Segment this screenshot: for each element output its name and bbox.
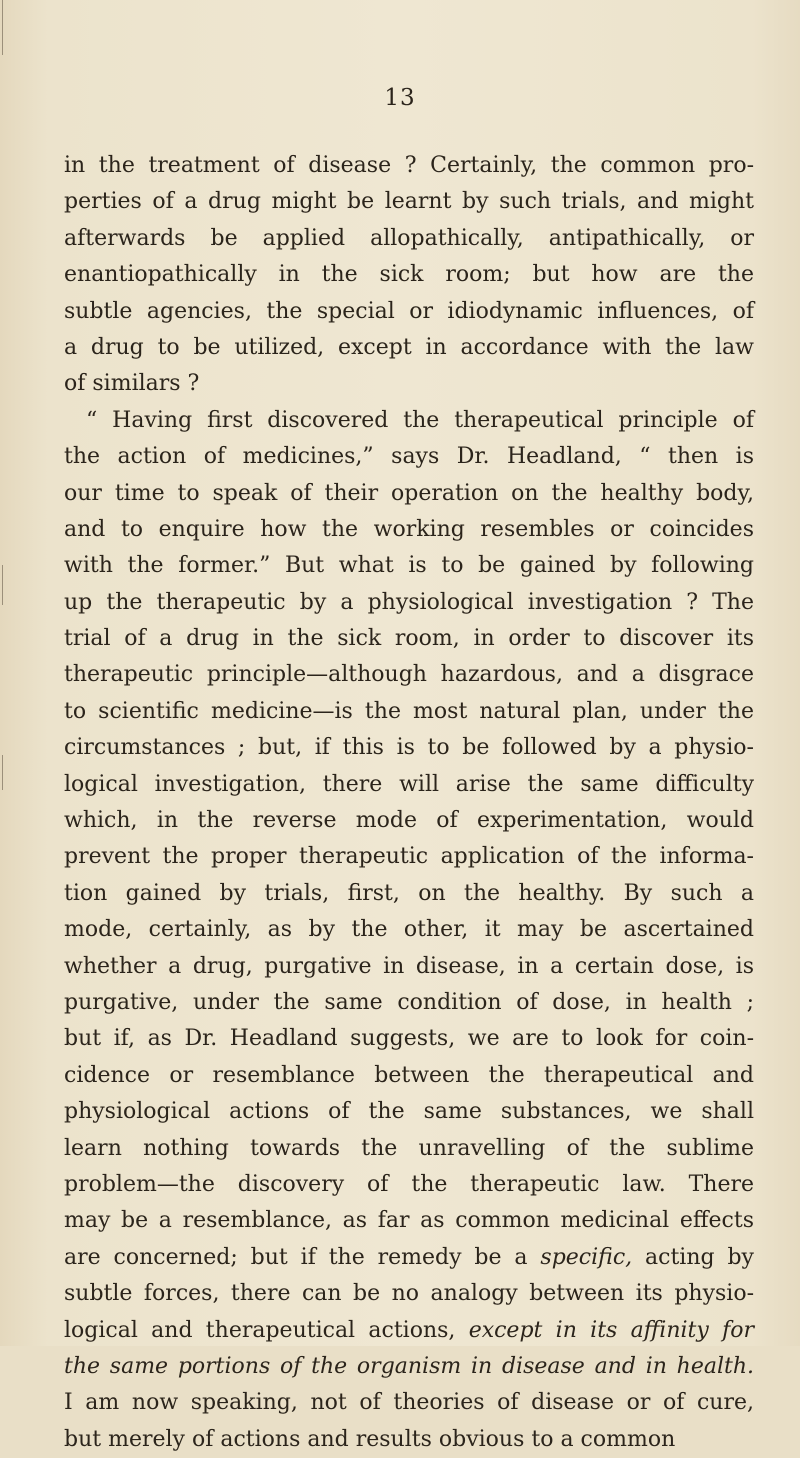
text-line: “ Having first discovered the therapeutical principle of: [86, 407, 754, 433]
text-line: perties of a drug might be learnt by such trials, and might: [64, 189, 754, 215]
text-line: in the treatment of disease ? Certainly, the common pro-: [64, 153, 754, 178]
text-segment: are concerned; but if the remedy be a: [64, 1244, 541, 1270]
text-line: the action of medicines,” says Dr. Headland, “ then is: [64, 444, 754, 470]
text-line: a drug to be utilized, except in accordance with the law: [64, 334, 754, 360]
text-line: to scientific medicine—is the most natural plan, under the: [64, 698, 754, 724]
text-line: tion gained by trials, first, on the healthy. By such a: [64, 880, 754, 906]
italic-segment: except in its affinity for: [468, 1317, 755, 1343]
page-edge-mark: [2, 0, 3, 55]
text-line: enantiopathically in the sick room; but how are the: [64, 262, 754, 288]
text-line: learn nothing towards the unravelling of the sublime: [64, 1135, 754, 1161]
text-segment: logical and therapeutical actions,: [64, 1317, 469, 1343]
text-line: trial of a drug in the sick room, in order to discover its: [64, 626, 754, 652]
text-line: I am now speaking, not of theories of disease or of cure,: [64, 1390, 754, 1416]
text-line: problem—the discovery of the therapeutic law. There: [64, 1171, 754, 1197]
text-line: but merely of actions and results obvious to a common: [64, 1426, 676, 1452]
text-line: [64, 1240, 754, 1276]
text-line: whether a drug, purgative in disease, in a certain dose, is: [64, 953, 754, 979]
text-line: subtle forces, there can be no analogy between its physio-: [64, 1281, 754, 1307]
text-line: and to enquire how the working resembles or coincides: [64, 516, 754, 542]
text-line: afterwards be applied allopathically, antipathically, or: [64, 225, 754, 251]
text-line: cidence or resemblance between the therapeutical and: [64, 1062, 754, 1088]
text-line: which, in the reverse mode of experimentation, would: [64, 808, 754, 834]
text-segment: acting by: [632, 1244, 754, 1270]
text-line: with the former.” But what is to be gained by following: [64, 553, 754, 579]
text-line: logical investigation, there will arise the same difficulty: [64, 771, 754, 797]
italic-segment: the same portions of the organism in disease and in health.: [64, 1353, 754, 1379]
text-line: mode, certainly, as by the other, it may be ascertained: [64, 917, 754, 943]
text-line: [64, 1313, 754, 1349]
page-edge-mark: [2, 755, 3, 790]
italic-segment: specific,: [540, 1244, 633, 1270]
page-edge-mark: [2, 565, 3, 605]
body-text: [64, 148, 754, 1458]
text-line: of similars ?: [64, 371, 200, 397]
text-line: up the therapeutic by a physiological investigation ? The: [64, 589, 754, 615]
text-line: therapeutic principle—although hazardous, and a disgrace: [64, 662, 754, 688]
page-number: 13: [384, 85, 416, 111]
text-line: [64, 1349, 754, 1385]
text-line: circumstances ; but, if this is to be followed by a physio-: [64, 735, 754, 761]
text-line: may be a resemblance, as far as common medicinal effects: [64, 1208, 754, 1234]
text-line: physiological actions of the same substances, we shall: [64, 1099, 754, 1125]
text-line: our time to speak of their operation on the healthy body,: [64, 480, 754, 506]
text-line: but if, as Dr. Headland suggests, we are to look for coin-: [64, 1026, 754, 1052]
text-line: subtle agencies, the special or idiodynamic influences, of: [64, 298, 754, 324]
text-line: prevent the proper therapeutic application of the informa-: [64, 844, 754, 870]
text-line: purgative, under the same condition of dose, in health ;: [64, 989, 754, 1015]
